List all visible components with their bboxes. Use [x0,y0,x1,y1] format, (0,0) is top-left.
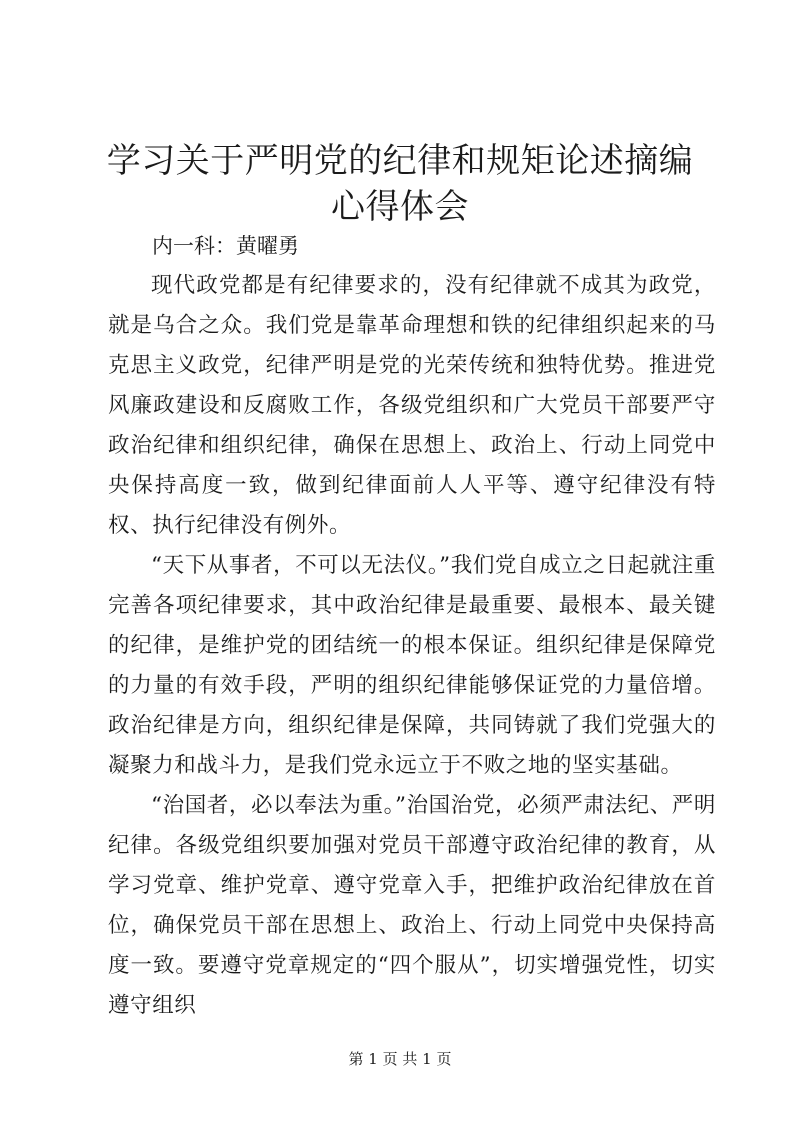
page-footer: 第 1 页 共 1 页 [348,1050,452,1068]
paragraph-1: 现代政党都是有纪律要求的，没有纪律就不成其为政党，就是乌合之众。我们党是靠革命理想和铁的纪律组织起来的马克思主义政党，纪律严明是党的光荣传统和独特优势。推进党风廉政建设和反腐败工作，各级党组织和广大党员干部要严守政治纪律和组织纪律，确保在思想上、政治上、行动上同党中央保持高度一致，做到纪律面前人人平等、遵守纪律没有特权、执行纪律没有例外。 [108,273,716,538]
paragraph-3: “治国者，必以奉法为重。”治国治党，必须严肃法纪、严明纪律。各级党组织要加强对党员干部遵守政治纪律的教育，从学习党章、维护党章、遵守党章入手，把维护政治纪律放在首位，确保党员干部在思想上、政治上、行动上同党中央保持高度一致。要遵守党章规定的“四个服从”，切实增强党性，切实遵守组织 [108,793,716,1018]
paragraph-2: “天下从事者，不可以无法仪。”我们党自成立之日起就注重完善各项纪律要求，其中政治纪律是最重要、最根本、最关键的纪律，是维护党的团结统一的根本保证。组织纪律是保障党的力量的有效手段，严明的组织纪律能够保证党的力量倍增。政治纪律是方向，组织纪律是保障，共同铸就了我们党强大的凝聚力和战斗力，是我们党永远立于不败之地的坚实基础。 [108,553,716,778]
document-body [108,266,716,1026]
page-title: 学习关于严明党的纪律和规矩论述摘编心得体会 [106,141,694,227]
author-line: 内一科：黄曜勇 [152,234,299,258]
